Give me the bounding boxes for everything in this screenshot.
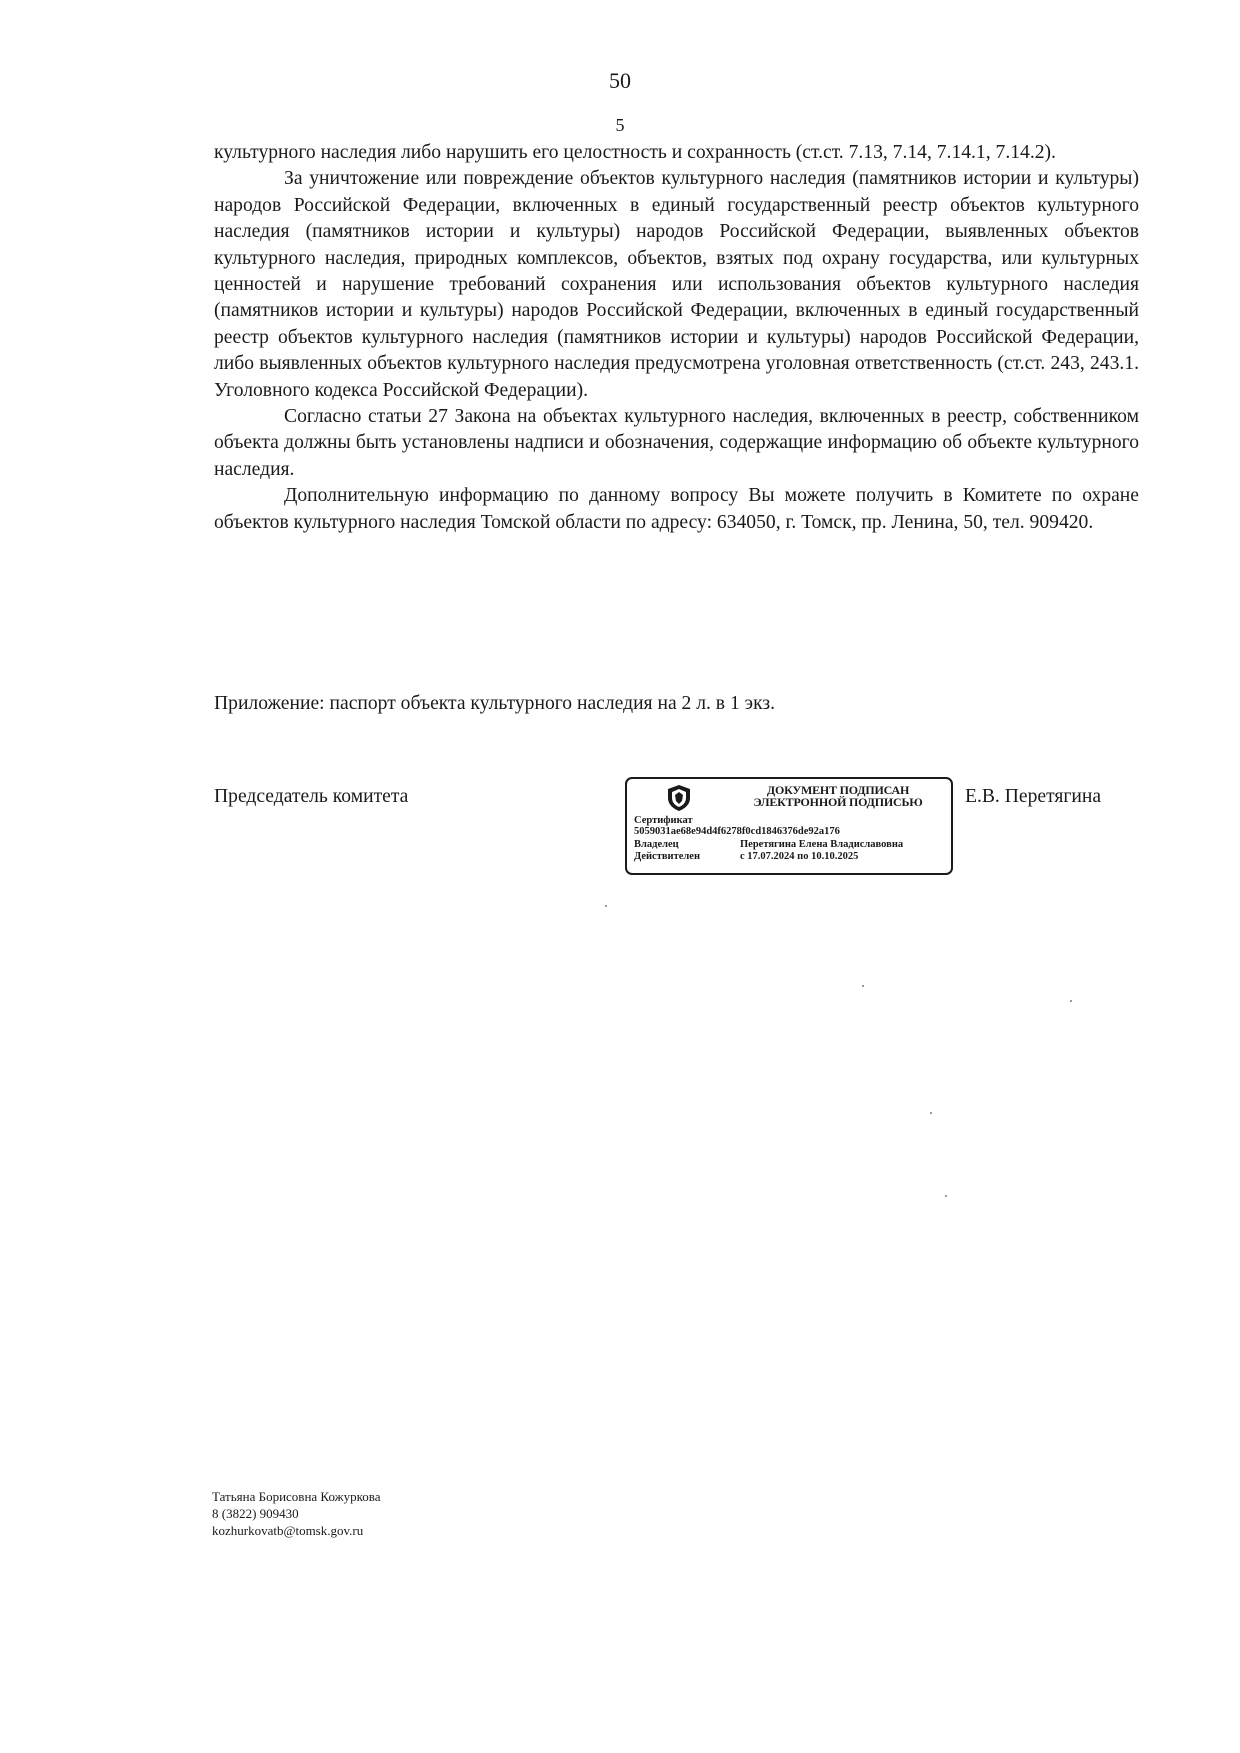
stamp-owner-value: Перетягина Елена Владиславовна: [740, 839, 904, 850]
stamp-valid-value: с 17.07.2024 по 10.10.2025: [740, 851, 859, 862]
letter-body: [214, 140, 1139, 536]
scan-speck: [945, 1195, 947, 1197]
attachment-note: Приложение: паспорт объекта культурного наследия на 2 л. в 1 экз.: [214, 693, 775, 714]
scan-speck: [605, 905, 607, 907]
stamp-title-line: ДОКУМЕНТ ПОДПИСАН: [766, 783, 910, 797]
stamp-valid-label: Действителен: [634, 851, 701, 862]
stamp-cert-label: Сертификат: [634, 815, 693, 826]
stamp-title-line: ЭЛЕКТРОННОЙ ПОДПИСЬЮ: [753, 795, 923, 809]
scan-speck: [930, 1112, 932, 1114]
paragraph: За уничтожение или повреждение объектов культурного наследия (памятников истории и культуры) народов Российской Федерации, включенных в единый государственный реестр объектов культурного наследия (памятников истории и культуры) народов Российской Федерации, выявленных объектов культурного наследия, природных комплексов, объектов, взятых под охрану государства, или культурных ценностей и нарушение требований сохранения или использования объектов культурного наследия (памятников истории и культуры) народов Российской Федерации, включенных в единый государственный реестр объектов культурного наследия (памятников истории и культуры) народов Российской Федерации, либо выявленных объектов культурного наследия предусмотрена уголовная ответственность (ст.ст. 243, 243.1. Уголовного кодекса Российской Федерации).: [214, 168, 1139, 401]
scan-speck: [862, 985, 864, 987]
stamp-owner-label: Владелец: [634, 839, 679, 850]
coat-of-arms-icon: [665, 784, 693, 812]
executor-phone: 8 (3822) 909430: [212, 1506, 299, 1521]
stamp-cert-value: 5059031ae68e94d4f6278f0cd1846376de92a176: [634, 826, 840, 837]
signer-position: Председатель комитета: [214, 786, 409, 807]
paragraph: Дополнительную информацию по данному вопросу Вы можете получить в Комитете по охране объектов культурного наследия Томской области по адресу: 634050, г. Томск, пр. Ленина, 50, тел. 909420.: [214, 485, 1139, 533]
e-signature-stamp: [625, 777, 953, 875]
page-sub-mark: 5: [615, 115, 625, 135]
signer-name: Е.В. Перетягина: [965, 786, 1102, 807]
stamp-title: [727, 784, 949, 808]
paragraph: культурного наследия либо нарушить его целостность и сохранность (ст.ст. 7.13, 7.14, 7.14.1, 7.14.2).: [214, 142, 1056, 163]
page-number: 50: [609, 68, 631, 93]
scan-speck: [1070, 1000, 1072, 1002]
executor-contacts: [212, 1488, 381, 1539]
executor-name: Татьяна Борисовна Кожуркова: [212, 1489, 381, 1504]
paragraph: Согласно статьи 27 Закона на объектах культурного наследия, включенных в реестр, собственником объекта должны быть установлены надписи и обозначения, содержащие информацию об объекте культурного наследия.: [214, 406, 1139, 480]
executor-email: kozhurkovatb@tomsk.gov.ru: [212, 1523, 364, 1538]
